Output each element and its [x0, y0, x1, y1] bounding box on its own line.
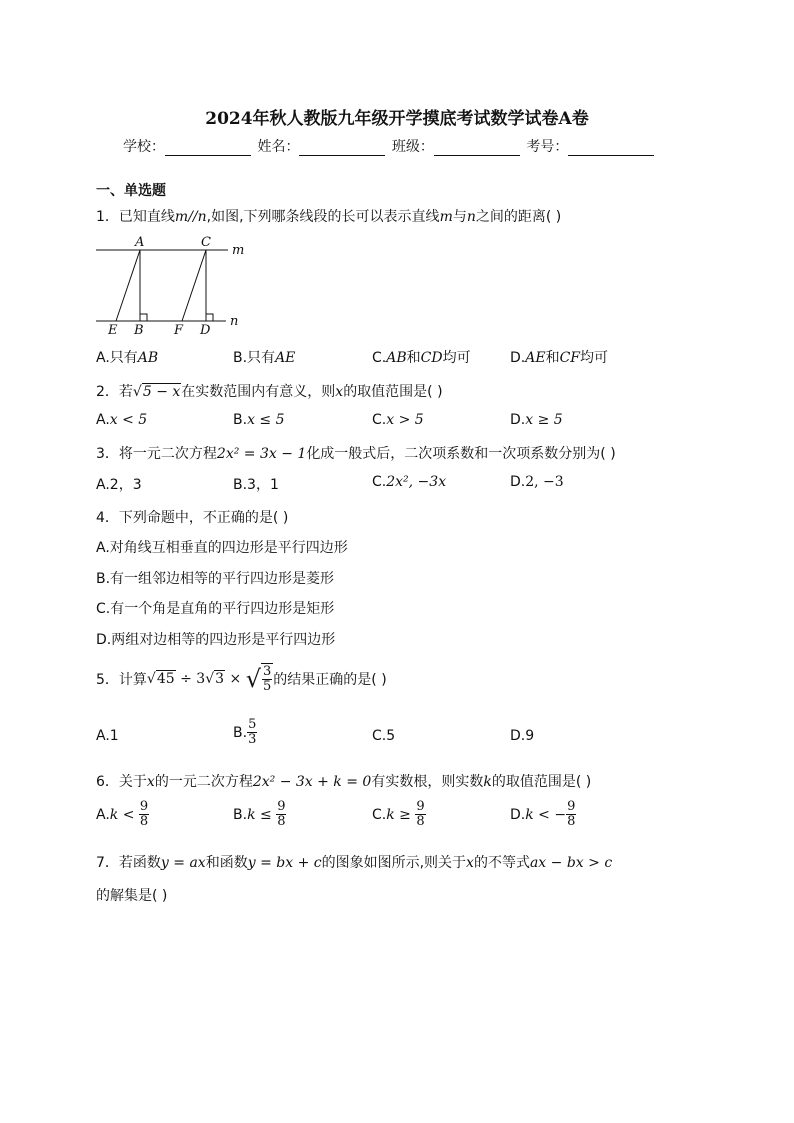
q1-d-mid: 和 — [545, 350, 560, 366]
q2-option-b[interactable] — [233, 412, 285, 428]
q1-a-math: AB — [137, 350, 159, 366]
label-f: F — [174, 323, 184, 338]
question-3-stem — [96, 443, 616, 463]
q1-b-text: B.只有 — [233, 350, 276, 366]
q1-n: n — [466, 209, 476, 225]
q2-option-c[interactable] — [372, 412, 424, 428]
q5-option-c[interactable]: C.5 — [372, 728, 396, 744]
segment-cf — [182, 250, 206, 321]
q3-post: 化成一般式后，二次项系数和一次项系数分别为( ) — [306, 446, 616, 462]
q6-c-den: 8 — [416, 814, 425, 829]
q5-op1: ÷ 3 — [175, 670, 206, 687]
q2-b-math: x ≤ 5 — [247, 412, 285, 428]
q2-d-label: D. — [510, 412, 526, 428]
right-angle-d — [206, 314, 213, 321]
q2-b-label: B. — [233, 412, 248, 428]
q4-option-c[interactable]: C.有一个角是直角的平行四边形是矩形 — [96, 601, 335, 617]
page-title: 2024年秋人教版九年级开学摸底考试数学试卷A卷 — [205, 109, 589, 129]
q7-f1: y = ax — [160, 855, 206, 871]
q6-b-num: 9 — [277, 799, 286, 814]
label-c: C — [201, 235, 211, 250]
q5-b-den: 3 — [248, 732, 257, 747]
q5-b-label: B. — [233, 724, 248, 741]
q1-end: 之间的距离( ) — [475, 209, 562, 225]
school-blank[interactable] — [165, 139, 251, 156]
label-d: D — [200, 323, 211, 338]
label-n: n — [230, 314, 239, 329]
q6-c-fraction — [415, 800, 425, 829]
q1-option-a[interactable] — [96, 347, 158, 367]
q6-a-label: A. — [96, 806, 110, 823]
q3-c-label: C. — [372, 474, 387, 490]
q2-a-label: A. — [96, 412, 110, 428]
exam-no-label: 考号： — [526, 139, 569, 155]
q6-d-label: D. — [510, 806, 526, 823]
student-info-row — [123, 136, 656, 156]
q5-fden: 5 — [263, 679, 272, 694]
q6-option-a[interactable] — [96, 800, 149, 829]
q1-b-math: AE — [275, 350, 296, 366]
q6-end: 的取值范围是( ) — [491, 774, 592, 790]
q5-option-b[interactable] — [233, 718, 257, 747]
q1-pre: 1．已知直线 — [96, 209, 175, 225]
q6-option-d[interactable] — [510, 800, 576, 829]
q7-mid: 的图象如图所示,则关于 — [321, 855, 467, 871]
q2-post: 在实数范围内有意义，则 — [181, 384, 336, 400]
q7-x: x — [466, 855, 474, 871]
q5-sqrt-3: √3 — [205, 670, 225, 687]
q1-d-math2: CF — [559, 350, 581, 366]
q1-a-text: A.只有 — [96, 350, 138, 366]
question-5-stem — [96, 663, 387, 694]
q6-b-label: B. — [233, 806, 248, 823]
q5-fnum: 3 — [263, 664, 272, 679]
q6-d-num: 9 — [567, 799, 576, 814]
q1-option-b[interactable] — [233, 347, 295, 367]
q5-post: 的结果正确的是( ) — [273, 671, 387, 688]
q3-eq: 2x² = 3x − 1 — [216, 446, 307, 462]
q3-pre: 3．将一元二次方程 — [96, 446, 217, 462]
q2-x: x — [335, 384, 344, 400]
q1-m: m — [439, 209, 453, 225]
q2-c-label: C. — [372, 412, 387, 428]
q4-option-b[interactable]: B.有一组邻边相等的平行四边形是菱形 — [96, 571, 335, 587]
q5-option-d[interactable]: D.9 — [510, 728, 535, 744]
q1-c-text: C. — [372, 350, 387, 366]
q4-option-a[interactable]: A.对角线互相垂直的四边形是平行四边形 — [96, 540, 348, 556]
q6-a-den: 8 — [139, 814, 149, 829]
q2-option-d[interactable] — [510, 412, 563, 428]
q6-b-math: k ≤ — [247, 806, 277, 823]
q7-and: 和函数 — [205, 855, 248, 871]
q6-c-num: 9 — [416, 799, 425, 814]
q1-option-c[interactable] — [372, 347, 471, 367]
q7-f2: y = bx + c — [247, 855, 322, 871]
label-e: E — [108, 323, 118, 338]
q1-expr: m//n — [174, 209, 207, 225]
q2-radicand: 5 − x — [142, 384, 181, 400]
q5-fraction — [261, 663, 273, 694]
q2-pre: 2．若 — [96, 384, 133, 400]
question-2-stem — [96, 381, 443, 401]
q1-d-text: D. — [510, 350, 526, 366]
q3-d-label: D. — [510, 474, 526, 490]
q5-radical-sign: √ — [245, 664, 261, 693]
q1-post: ,如图,下列哪条线段的长可以表示直线 — [206, 209, 440, 225]
name-blank[interactable] — [299, 139, 385, 156]
q1-figure — [96, 232, 256, 340]
q1-c-mid: 和 — [406, 350, 421, 366]
label-b: B — [134, 323, 144, 338]
section-heading: 一、单选题 — [96, 183, 166, 199]
q2-c-math: x > 5 — [386, 412, 424, 428]
q1-c-end: 均可 — [442, 350, 471, 366]
q5-option-a[interactable]: A.1 — [96, 728, 119, 744]
q5-r1: 45 — [156, 670, 175, 687]
q2-option-a[interactable] — [96, 412, 147, 428]
q6-b-fraction — [276, 800, 286, 829]
q4-option-d[interactable]: D.两组对边相等的四边形是平行四边形 — [96, 632, 336, 648]
name-label: 姓名： — [257, 139, 300, 155]
q3-option-b[interactable]: B.3，1 — [233, 477, 279, 493]
q3-d-math: 2, −3 — [525, 474, 564, 490]
q3-option-c[interactable] — [372, 474, 446, 490]
q6-a-fraction — [139, 800, 149, 829]
q6-d-fraction — [566, 800, 576, 829]
q5-r2: 3 — [215, 670, 225, 687]
q7-pre: 7．若函数 — [96, 855, 161, 871]
q6-d-den: 8 — [567, 814, 576, 829]
label-a: A — [135, 235, 145, 250]
q6-option-b[interactable] — [233, 800, 286, 829]
q3-c-math: 2x², −3x — [386, 474, 447, 490]
q2-end: 的取值范围是( ) — [343, 384, 443, 400]
q6-x: x — [146, 774, 155, 790]
segment-ae — [116, 250, 140, 321]
school-label: 学校： — [123, 139, 165, 155]
q6-pre: 6．关于 — [96, 774, 147, 790]
q1-d-math1: AE — [525, 350, 546, 366]
question-6-stem — [96, 771, 591, 791]
question-4-stem: 4．下列命题中，不正确的是( ) — [96, 510, 289, 526]
q6-c-label: C. — [372, 806, 387, 823]
q1-option-d[interactable] — [510, 347, 608, 367]
q6-b-den: 8 — [277, 814, 286, 829]
q6-a-math: k < — [109, 806, 139, 823]
exam-no-blank[interactable] — [568, 139, 654, 156]
question-1-stem — [96, 206, 561, 226]
q6-k: k — [483, 774, 492, 790]
q1-and: 与 — [452, 209, 467, 225]
q6-option-c[interactable] — [372, 800, 426, 829]
q1-d-end: 均可 — [580, 350, 609, 366]
q2-radical: √5 − x — [132, 384, 181, 400]
class-blank[interactable] — [434, 139, 520, 156]
q2-a-math: x < 5 — [109, 412, 148, 428]
q3-option-d[interactable] — [510, 474, 564, 490]
q7-ineq: ax − bx > c — [529, 855, 613, 871]
q6-eq: 2x² − 3x + k = 0 — [252, 774, 372, 790]
q5-sqrt-45: √45 — [146, 670, 175, 687]
class-label: 班级： — [391, 139, 434, 155]
q5-b-num: 5 — [248, 717, 257, 732]
q5-op2: × — [225, 670, 246, 687]
q5-pre: 5．计算 — [96, 671, 147, 688]
question-7-stem — [96, 852, 612, 872]
label-m: m — [232, 243, 245, 258]
q7-mid2: 的不等式 — [473, 855, 530, 871]
q5-b-fraction — [247, 718, 257, 747]
q6-post: 有实数根，则实数 — [371, 774, 484, 790]
q3-option-a[interactable]: A.2，3 — [96, 477, 142, 493]
q6-a-num: 9 — [139, 799, 149, 814]
q6-d-math: k < − — [525, 806, 567, 823]
q2-d-math: x ≥ 5 — [525, 412, 563, 428]
q6-mid: 的一元二次方程 — [154, 774, 253, 790]
right-angle-b — [140, 314, 147, 321]
q6-c-math: k ≥ — [386, 806, 416, 823]
q1-c-math1: AB — [386, 350, 407, 366]
question-7-line2: 的解集是( ) — [96, 888, 168, 904]
q1-c-math2: CD — [420, 350, 443, 366]
